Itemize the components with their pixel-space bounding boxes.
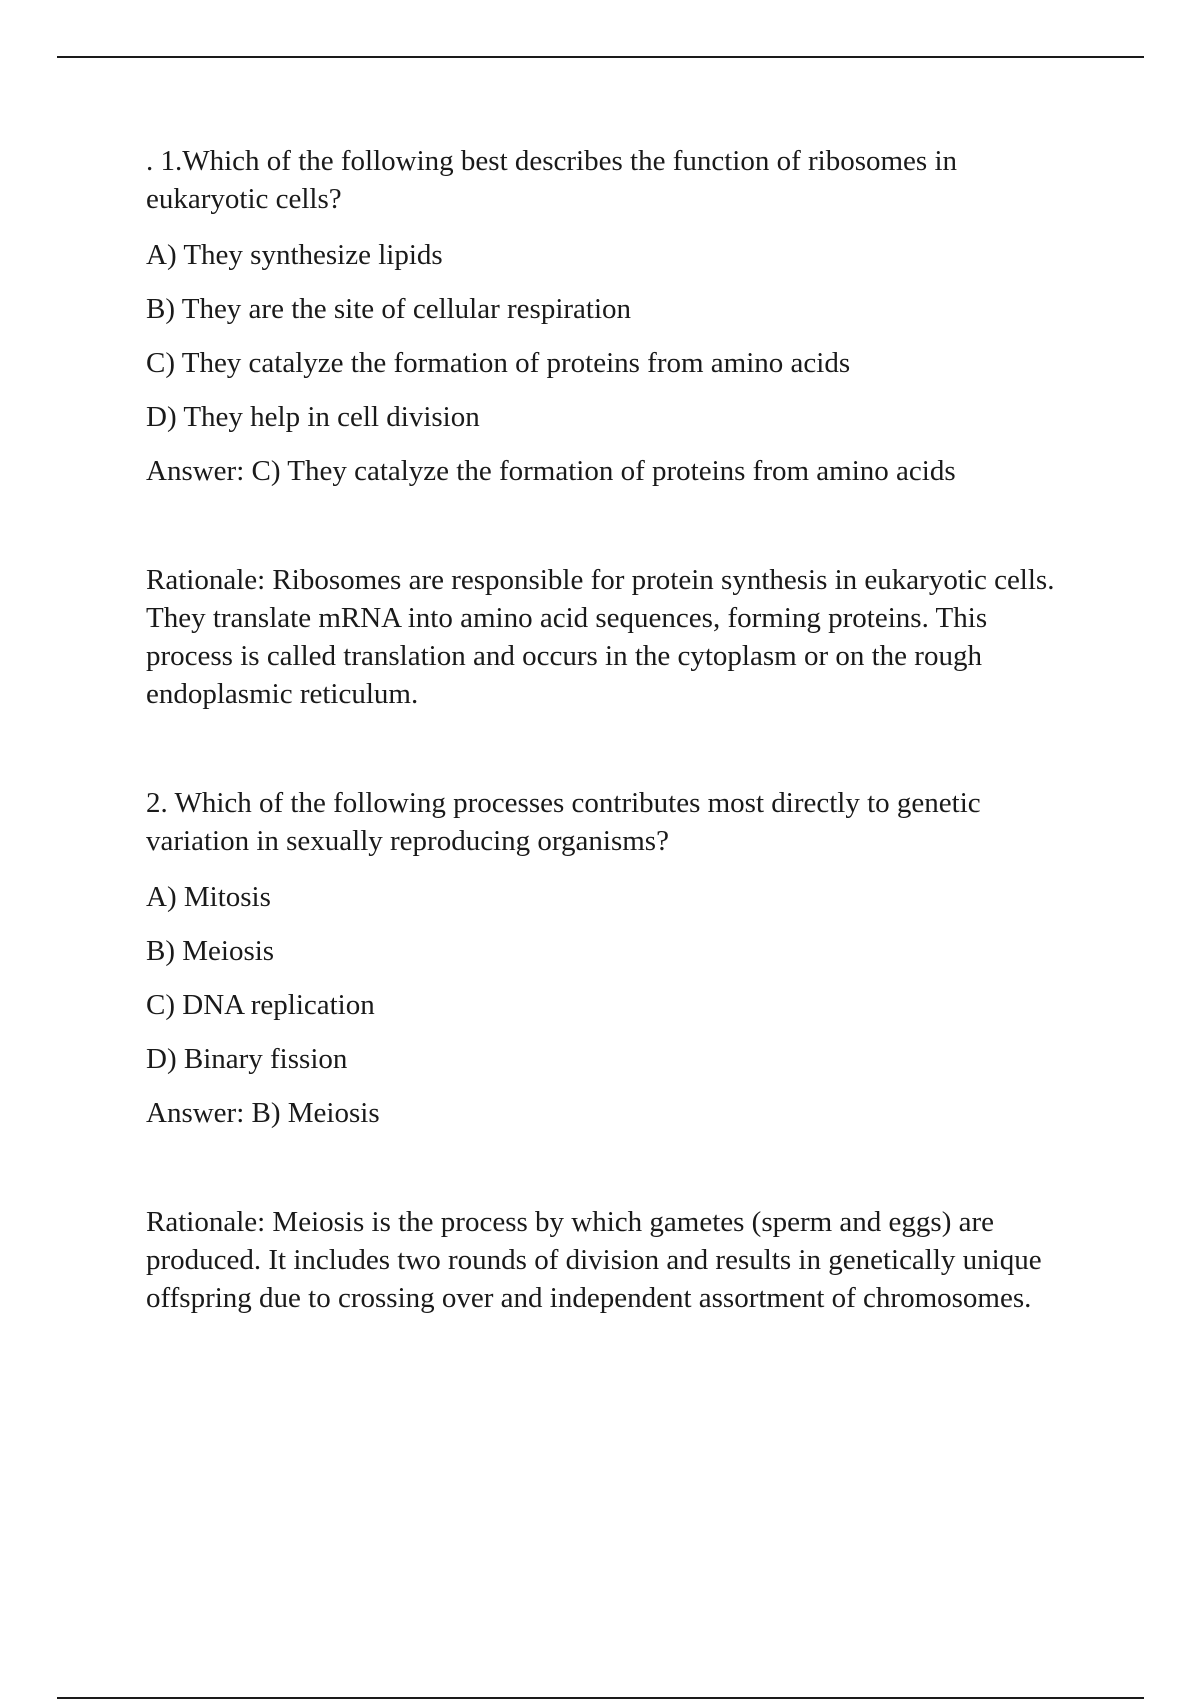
question-block-1 xyxy=(146,142,1076,713)
top-rule xyxy=(57,56,1144,58)
question-1-option-d: D) They help in cell division xyxy=(146,401,480,433)
question-2-option-b: B) Meiosis xyxy=(146,935,275,967)
question-2-option-d: D) Binary fission xyxy=(146,1043,348,1075)
question-2-option-c: C) DNA replication xyxy=(146,989,375,1021)
question-1-answer: Answer: C) They catalyze the formation of proteins from amino acids xyxy=(146,455,956,487)
question-1-option-a: A) They synthesize lipids xyxy=(146,239,443,271)
document-content xyxy=(146,142,1076,1317)
question-2-answer: Answer: B) Meiosis xyxy=(146,1097,380,1129)
question-2-rationale: Rationale: Meiosis is the process by which gametes (sperm and eggs) are produced. It includes two rounds of division and results in genetically unique offspring due to crossing over and independent assortment of chromosomes. xyxy=(146,1206,1042,1314)
bottom-rule xyxy=(57,1697,1144,1699)
question-2-text: 2. Which of the following processes contributes most directly to genetic variation in sexually reproducing organisms? xyxy=(146,787,981,857)
question-1-text: . 1.Which of the following best describes the function of ribosomes in eukaryotic cells? xyxy=(146,145,958,215)
question-1-rationale: Rationale: Ribosomes are responsible for protein synthesis in eukaryotic cells. They translate mRNA into amino acid sequences, forming proteins. This process is called translation and occurs in the cytoplasm or on the rough endoplasmic reticulum. xyxy=(146,564,1055,710)
question-2-option-a: A) Mitosis xyxy=(146,881,271,913)
question-1-option-c: C) They catalyze the formation of proteins from amino acids xyxy=(146,347,851,379)
question-1-option-b: B) They are the site of cellular respiration xyxy=(146,293,632,325)
question-block-2 xyxy=(146,784,1076,1317)
